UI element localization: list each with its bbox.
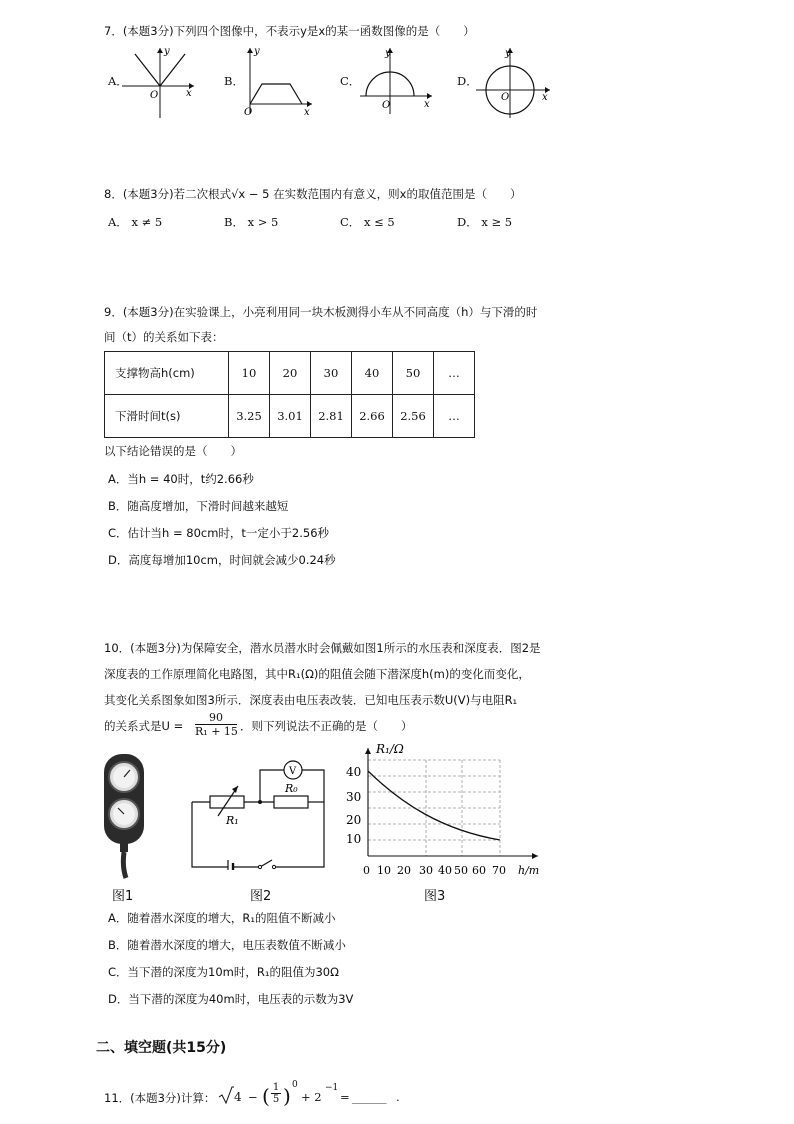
fig2-caption: 图2 [250,889,272,904]
q7-option-d-label: D． [457,74,478,88]
q9-stem-line2: 间（t）的关系如下表： [104,330,224,344]
q10-option-a: A．随着潜水深度的增大，R₁的阻值不断减小 [108,911,336,925]
q9-option-c: C．估计当h = 80cm时，t一定小于2.56秒 [108,526,330,540]
fig3-caption: 图3 [424,889,446,904]
q8-option-d: D． x ≥ 5 [457,215,513,229]
table-cell: 2.56 [393,395,434,438]
svg-text:O: O [244,107,253,118]
q10-stem-line3: 其变化关系图象如图3所示．深度表由电压表改装．已知电压表示数U(V)与电阻R₁ [104,693,518,707]
q11-prefix: 11．(本题3分)计算： [104,1091,216,1105]
q7-option-b-label: B． [224,74,244,88]
svg-text:x: x [542,92,548,103]
x-tick-label: 70 [492,864,506,877]
section-title: 二、填空题(共15分) [96,1040,227,1056]
table-cell: 3.01 [270,395,311,438]
fig2-circuit [188,752,328,870]
q10-stem-line4-post: ．则下列说法不正确的是（ ） [240,719,413,733]
fraction-numerator: 90 [209,711,223,724]
svg-text:y: y [385,48,391,59]
sqrt-sign-icon [218,1085,234,1105]
grid [368,760,500,856]
table-cell: … [434,395,475,438]
q10-stem-line4-pre: 的关系式是U = [104,719,184,733]
q11-exponent-neg: −1 [325,1083,339,1093]
q8-option-b: B． x > 5 [224,215,279,229]
table-row [105,352,475,395]
svg-text:y: y [505,48,511,59]
x-tick-label: 0 [363,864,370,877]
r0-label: R₀ [285,782,298,795]
svg-text:O: O [382,100,391,111]
q11-answer-blank[interactable]: ______ [352,1090,387,1104]
q10-option-d: D．当下潜的深度为40m时，电压表的示数为3V [108,992,354,1006]
x-tick-label: 50 [454,864,468,877]
q11-equals: = [340,1090,350,1104]
q9-prompt: 以下结论错误的是（ ） [104,444,242,458]
q11-minus: − [248,1090,258,1104]
q11-plus-term: + 2 [301,1090,322,1104]
svg-text:x: x [304,107,310,118]
x-tick-label: 30 [419,864,433,877]
table-cell: 50 [393,352,434,395]
curve [368,771,500,840]
y-tick-label: 30 [346,790,362,804]
table-cell: 2.81 [311,395,352,438]
x-tick-label: 20 [397,864,411,877]
q8-stem: 8．(本题3分)若二次根式√x − 5 在实数范围内有意义，则x的取值范围是（ ） [104,187,522,201]
right-paren-icon: ) [283,1084,291,1108]
q9-data-table [104,351,475,438]
q9-option-a: A．当h = 40时，t约2.66秒 [108,472,254,486]
y-tick-label: 40 [346,765,362,779]
q7-option-a-label: A． [108,74,128,88]
q7-stem: 7．(本题3分)下列四个图像中，不表示y是x的某一函数图像的是（ ） [104,24,475,38]
table-cell: 2.66 [352,395,393,438]
svg-text:O: O [501,92,510,103]
q7-graph-a [120,44,200,120]
fraction-denominator: R₁ + 15 [195,725,238,738]
x-axis-label: h/m [518,864,540,877]
table-cell: 40 [352,352,393,395]
origin-label: O [150,90,159,101]
svg-text:y: y [254,46,260,57]
table-cell: 30 [311,352,352,395]
table-row-head: 下滑时间t(s) [105,395,229,438]
table-cell: 3.25 [229,395,270,438]
q11-end: . [396,1090,400,1104]
r1-label: R₁ [226,814,239,827]
q10-option-b: B．随着潜水深度的增大，电压表数值不断减小 [108,938,346,952]
q9-stem-line1: 9．(本题3分)在实验课上，小亮利用同一块木板测得小车从不同高度（h）与下滑的时 [104,305,538,319]
fig1-gauge-image [100,752,150,880]
fraction-denominator: 5 [272,1094,280,1105]
q9-option-b: B．随高度增加，下滑时间越来越短 [108,499,289,513]
q7-graph-b [240,44,316,120]
q9-option-d: D．高度每增加10cm，时间就会减少0.24秒 [108,553,336,567]
table-row-head: 支撑物高h(cm) [105,352,229,395]
x-tick-label: 10 [377,864,391,877]
table-cell: … [434,352,475,395]
voltmeter-symbol: V [289,766,297,777]
x-label: x [186,88,192,99]
fraction [195,711,237,738]
table-row [105,395,475,438]
q11-sqrt-arg: 4 [234,1090,242,1104]
q11-exponent-zero: 0 [292,1080,298,1090]
table-cell: 10 [229,352,270,395]
fig3-graph [342,740,554,880]
q7-option-c-label: C． [340,74,361,88]
q11-fraction [271,1082,281,1105]
y-label: y [164,46,170,57]
fig1-caption: 图1 [112,889,134,904]
q10-stem-line1: 10．(本题3分)为保障安全，潜水员潜水时会佩戴如图1所示的水压表和深度表．图2是 [104,641,541,655]
q7-graph-d [474,44,556,120]
svg-text:x: x [424,99,430,110]
q7-graph-c [358,44,438,120]
y-tick-label: 20 [346,813,362,827]
x-tick-label: 60 [472,864,486,877]
left-paren-icon: ( [262,1084,270,1108]
y-axis-label: R₁/Ω [376,742,404,756]
y-tick-label: 10 [346,832,362,846]
table-cell: 20 [270,352,311,395]
x-tick-label: 40 [438,864,452,877]
q8-option-c: C． x ≤ 5 [340,215,395,229]
q10-option-c: C．当下潜的深度为10m时，R₁的阻值为30Ω [108,965,339,979]
fraction-numerator: 1 [272,1082,280,1093]
q8-option-a: A． x ≠ 5 [108,215,163,229]
q10-stem-line2: 深度表的工作原理简化电路图，其中R₁(Ω)的阻值会随下潜深度h(m)的变化而变化， [104,667,530,681]
